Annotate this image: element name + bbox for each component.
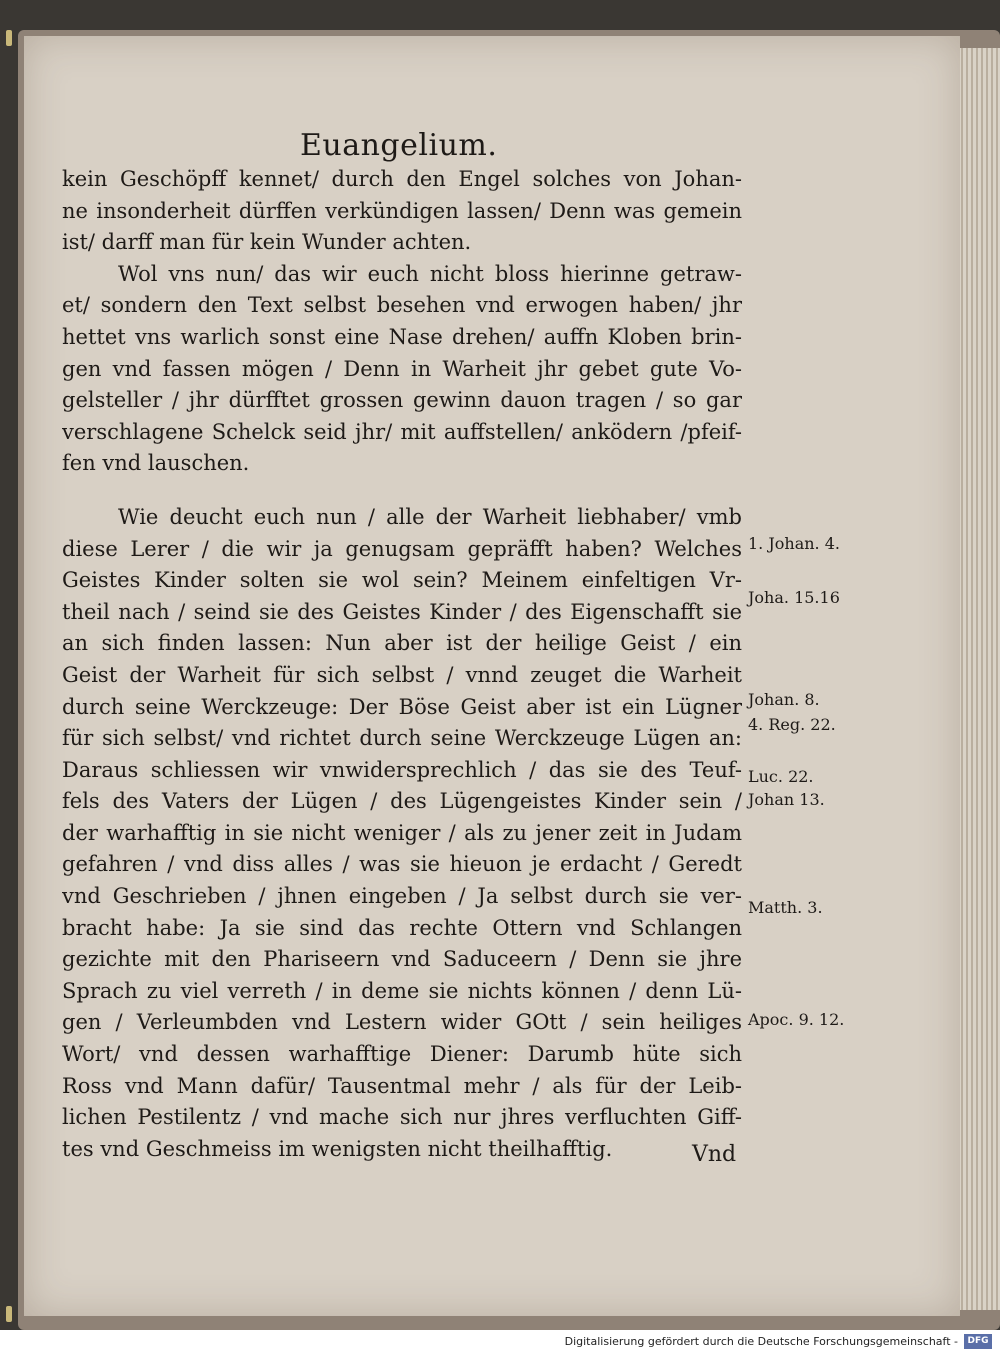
text-line: et/ sondern den Text selbst besehen vnd erwogen haben/ jhr bbox=[62, 293, 742, 318]
margin-note: Apoc. 9. 12. bbox=[748, 1010, 845, 1029]
text-line: tes vnd Geschmeiss im wenigsten nicht theilhafftig. bbox=[62, 1136, 613, 1161]
dfg-logo: DFG bbox=[964, 1334, 992, 1349]
text-line: diese Lerer / die wir ja genugsam gepräfft haben? Welches bbox=[62, 536, 742, 561]
page-edges bbox=[958, 48, 1000, 1310]
text-line: gelsteller / jhr dürfftet grossen gewinn dauon tragen / so gar bbox=[62, 388, 742, 413]
margin-note: Johan 13. bbox=[748, 790, 825, 809]
text-line: ne insonderheit dürffen verkündigen lassen/ Denn was gemein bbox=[62, 198, 742, 223]
margin-note: Johan. 8. bbox=[748, 690, 820, 709]
text-line: vnd Geschrieben / jhnen eingeben / Ja selbst durch sie ver- bbox=[62, 884, 742, 909]
text-line: gefahren / vnd diss alles / was sie hieuon je erdacht / Geredt bbox=[62, 852, 742, 877]
text-line: Ross vnd Mann dafür/ Tausentmal mehr / als für der Leib- bbox=[62, 1073, 742, 1098]
running-header: Euangelium. bbox=[300, 128, 498, 163]
text-line: Geist der Warheit für sich selbst / vnnd zeuget die Warheit bbox=[62, 662, 742, 687]
text-line: gen vnd fassen mögen / Denn in Warheit jhr gebet gute Vo- bbox=[62, 356, 742, 381]
text-line: lichen Pestilentz / vnd mache sich nur jhres verfluchten Giff- bbox=[62, 1105, 742, 1130]
text-line: Wort/ vnd dessen warhafftige Diener: Darumb hüte sich bbox=[62, 1042, 742, 1067]
text-line: Wie deucht euch nun / alle der Warheit liebhaber/ vmb bbox=[118, 504, 742, 529]
text-line: verschlagene Schelck seid jhr/ mit auffstellen/ anködern /pfeif- bbox=[62, 419, 742, 444]
text-line: kein Geschöpff kennet/ durch den Engel solches von Johan- bbox=[62, 167, 742, 191]
text-line: ist/ darff man für kein Wunder achten. bbox=[62, 230, 472, 255]
footer-bar bbox=[0, 1330, 1000, 1354]
text-line: Sprach zu viel verreth / in deme sie nichts können / denn Lü- bbox=[62, 978, 742, 1003]
text-line: Wol vns nun/ das wir euch nicht bloss hierinne getraw- bbox=[118, 261, 742, 286]
text-line: fen vnd lauschen. bbox=[62, 451, 250, 476]
text-line: Geistes Kinder solten sie wol sein? Meinem einfeltigen Vr- bbox=[62, 568, 742, 593]
funding-credit: Digitalisierung gefördert durch die Deutsche Forschungsgemeinschaft - bbox=[564, 1335, 958, 1348]
text-line: gezichte mit den Phariseern vnd Saduceern / Denn sie jhre bbox=[62, 947, 742, 972]
text-line: der warhafftig in sie nicht weniger / als zu jener zeit in Judam bbox=[62, 820, 742, 845]
text-line: theil nach / seind sie des Geistes Kinder / des Eigenschafft sie bbox=[62, 599, 742, 624]
binding-clasp-top bbox=[6, 30, 12, 46]
margin-note: 1. Johan. 4. bbox=[748, 534, 840, 553]
text-line: hettet vns warlich sonst eine Nase drehen/ auffn Kloben brin- bbox=[62, 324, 742, 349]
margin-note: 4. Reg. 22. bbox=[748, 715, 836, 734]
body-text bbox=[62, 164, 742, 1165]
margin-note: Joha. 15.16 bbox=[748, 588, 840, 607]
catchword: Vnd bbox=[692, 1142, 737, 1167]
text-line: bracht habe: Ja sie sind das rechte Ottern vnd Schlangen bbox=[62, 915, 742, 940]
text-line: gen / Verleumbden vnd Lestern wider GOtt / sein heiliges bbox=[62, 1010, 742, 1035]
paragraph-gap bbox=[62, 480, 742, 502]
text-line: für sich selbst/ vnd richtet durch seine Werckzeuge Lügen an: bbox=[62, 726, 742, 751]
text-line: Daraus schliessen wir vnwidersprechlich / das sie des Teuf- bbox=[62, 757, 742, 782]
text-line: fels des Vaters der Lügen / des Lügengeistes Kinder sein / bbox=[62, 789, 742, 814]
binding-clasp-bottom bbox=[6, 1306, 12, 1322]
margin-note: Matth. 3. bbox=[748, 898, 823, 917]
margin-note: Luc. 22. bbox=[748, 767, 814, 786]
text-line: durch seine Werckzeuge: Der Böse Geist aber ist ein Lügner bbox=[62, 694, 742, 719]
text-line: an sich finden lassen: Nun aber ist der heilige Geist / ein bbox=[62, 631, 742, 656]
